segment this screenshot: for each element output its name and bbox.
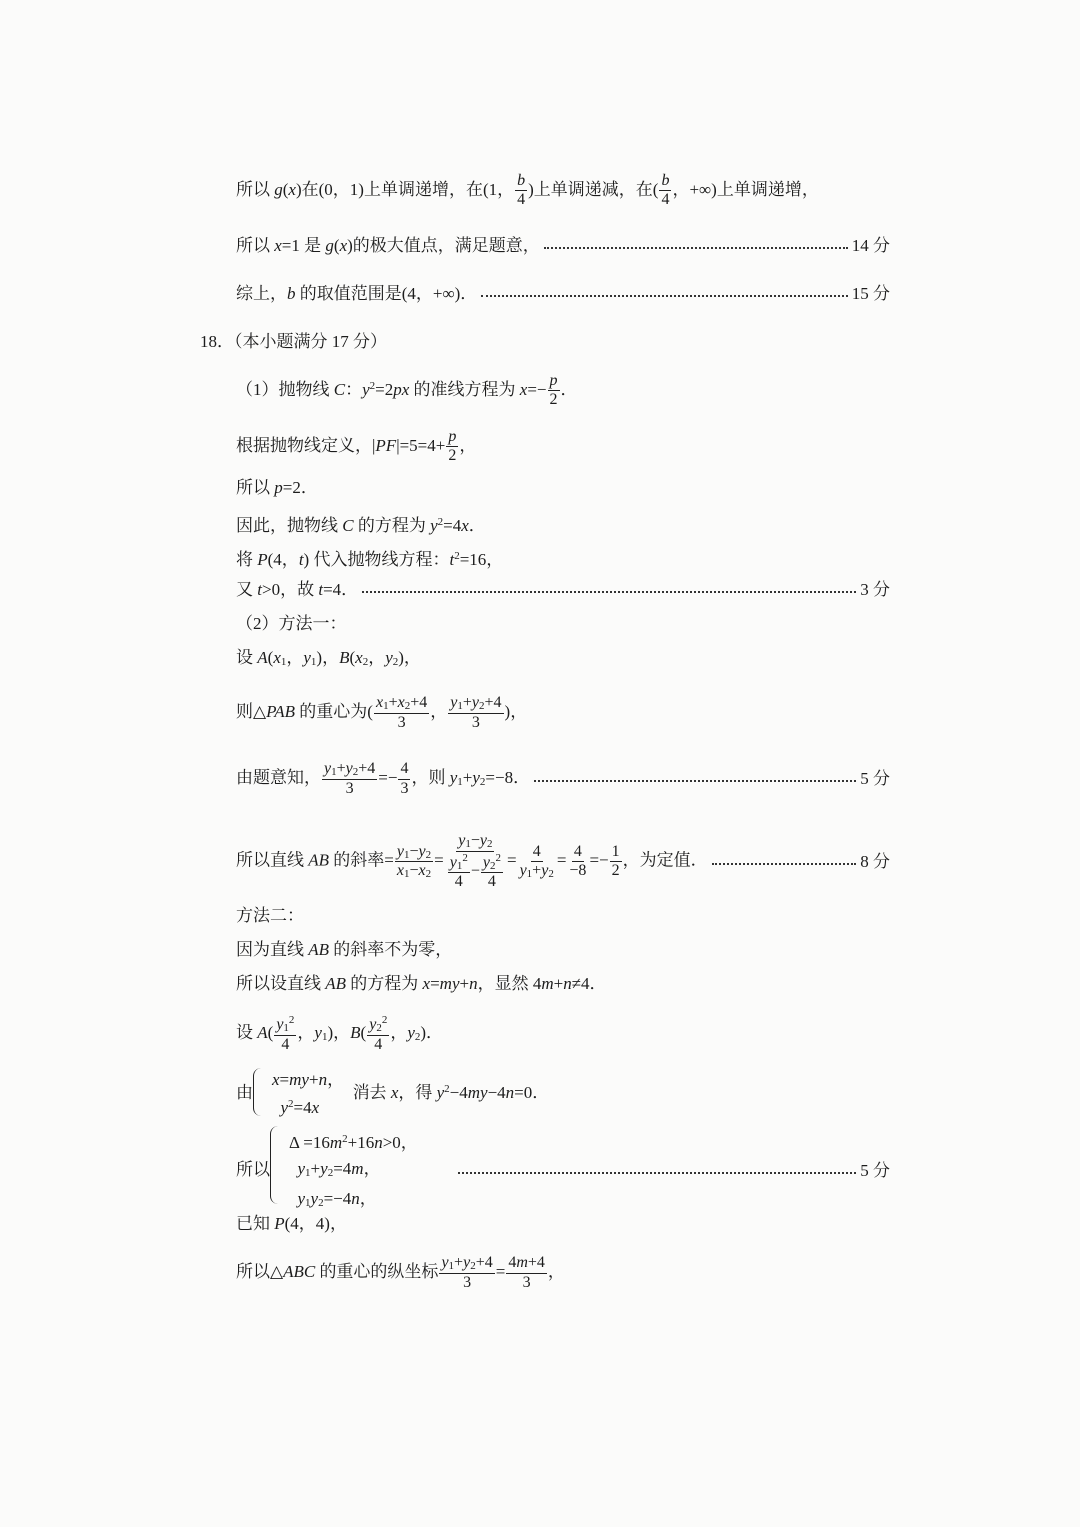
line-method-two: 方法二： — [236, 906, 304, 925]
leader-dots — [481, 295, 847, 297]
score-label: 5 分 — [860, 769, 890, 789]
line-vieta: 所以 $\Delta =16m^2+16n>0$， $y_1+y_2=4m$， $y_1y_2=-4n$， 5 分 — [236, 1126, 890, 1216]
line-slope-nonzero: 因为直线 AB 的斜率不为零， — [236, 940, 453, 959]
line-p-value: 所以 p=2． — [236, 478, 318, 497]
line-b-range: 综上，b 的取值范围是(4，+∞)． 15 分 — [236, 282, 890, 306]
score-label: 14 分 — [851, 236, 890, 255]
line-directrix: （1）抛物线 C：$y^2=2px$ 的准线方程为 x=− $\frac{p}{2}$ ． — [236, 372, 578, 409]
score-label: 5 分 — [860, 1161, 890, 1180]
line-definition: 根据抛物线定义，|PF|=5=4+ $\frac{p}{2}$ ， — [236, 428, 477, 465]
line-line-equation: 所以设直线 AB 的方程为 x=my+n，显然 4m+n≠4． — [236, 974, 607, 993]
question-18-heading: 18．（本小题满分 17 分） — [200, 332, 387, 351]
line-centroid: 则△PAB 的重心为( $\frac{x_1+x_2+4}{3}$ ， $\frac{y_1+y_2+4}{3}$ )， — [236, 694, 528, 731]
leader-dots — [544, 247, 848, 249]
line-parabola-equation: 因此，抛物线 C 的方程为 $y^2=4x$． — [236, 516, 486, 535]
score-label: 8 分 — [860, 851, 890, 871]
line-slope: 所以直线 AB 的斜率= $\frac{y_1-y_2}{x_1-x_2}$ = $y_1-y_2$ $\frac{y_1^2}{4}$ − $\frac{y_2^2}{4}$ = $\frac{4}{y_1+y_2}$ = $\frac{4}{-8}$ =− $\frac{1}{2}$ ，为定值． 8 分 — [236, 832, 890, 891]
line-set-AB-2: 设 A( $\frac{y_1^2}{4}$ ，$y_1$)，B( $\frac{y_2^2}{4}$ ，$y_2$)． — [236, 1014, 444, 1053]
leader-dots — [712, 863, 857, 865]
line-t-value: 又 t>0，故 t=4． 3 分 — [236, 578, 890, 602]
line-known-P: 已知 P(4，4)， — [236, 1214, 347, 1233]
line-set-AB: 设 $A(x_1$，$y_1$)，$B(x_2$，$y_2$)， — [236, 648, 421, 668]
line-maximum-point: 所以 x=1 是 g(x)的极大值点，满足题意， 14 分 — [236, 234, 890, 258]
leader-dots — [458, 1172, 856, 1174]
line-method-one: （2）方法一： — [236, 614, 347, 633]
line-monotonic-intervals: 所以 g(x)在(0，1)上单调递增，在(1， $\frac{b}{4}$ )上单调递减，在( $\frac{b}{4}$ ，+∞)上单调递增， — [236, 172, 819, 209]
line-centroid-y: 所以△ABC 的重心的纵坐标 $\frac{y_1+y_2+4}{3}$ = $\frac{4m+4}{3}$ ， — [236, 1254, 565, 1291]
line-substitute-P: 将 P(4，t) 代入抛物线方程：$t^2=16$， — [236, 550, 504, 569]
leader-dots — [534, 780, 856, 782]
line-eliminate-x: 由 x=my+n， $y^2=4x$ 消去 x，得 $y^2-4my-4n=0$． — [236, 1070, 550, 1117]
score-label: 3 分 — [860, 580, 890, 599]
leader-dots — [362, 591, 856, 593]
line-sum-y: 由题意知， $\frac{y_1+y_2+4}{3}$ =− $\frac{4}{3}$ ，则 $y_1+y_2=-8$． 5 分 — [236, 760, 890, 797]
score-label: 15 分 — [851, 284, 890, 303]
